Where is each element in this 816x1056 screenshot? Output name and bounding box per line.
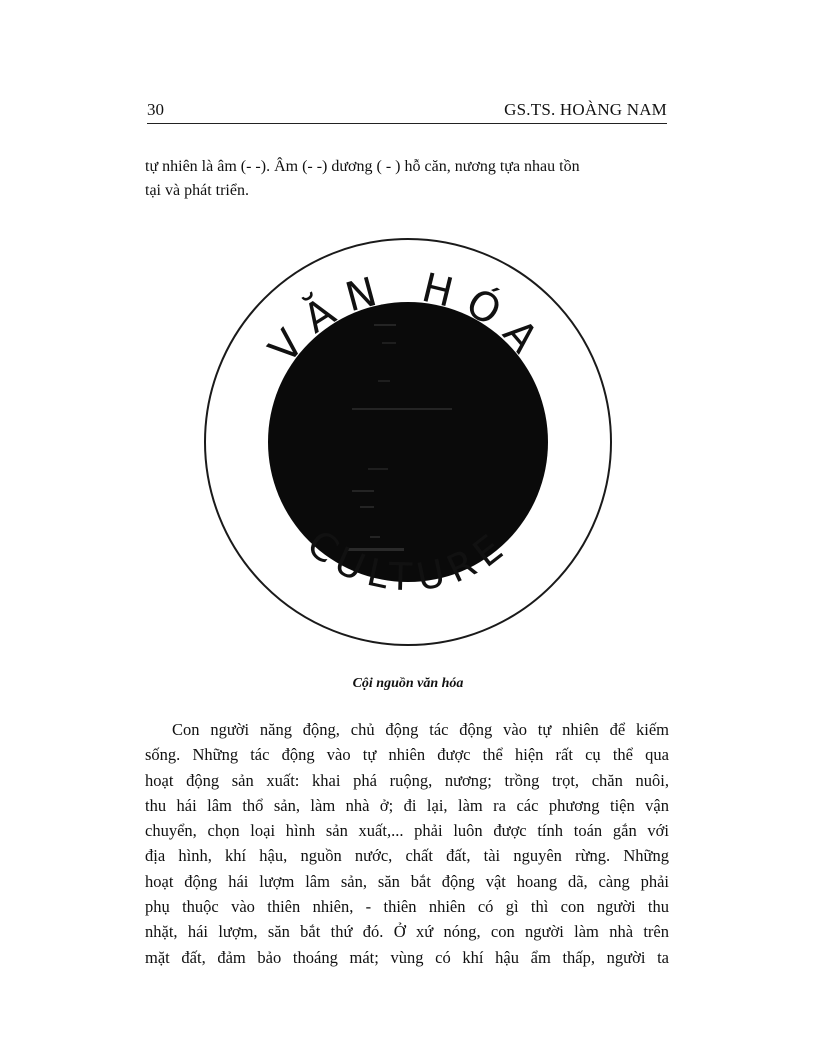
paragraph-line: Con người năng động, chủ động tác động vào tự nhiên để kiếm bbox=[172, 720, 669, 739]
page-number: 30 bbox=[147, 100, 164, 119]
paragraph-line: địa hình, khí hậu, nguồn nước, chất đất, tài nguyên rừng. Những bbox=[145, 846, 669, 866]
page-header bbox=[147, 100, 667, 124]
running-head: GS.TS. HOÀNG NAM bbox=[504, 100, 667, 119]
paragraph-line: phụ thuộc vào thiên nhiên, - thiên nhiên có gì thì con người thu bbox=[145, 897, 669, 917]
culture-emblem-figure bbox=[202, 236, 614, 648]
body-paragraph bbox=[145, 717, 669, 970]
emblem-top-text: VĂN HÓA bbox=[260, 264, 556, 373]
paragraph-line: thu hái lâm thổ sản, làm nhà ở; đi lại, làm ra các phương tiện vận bbox=[145, 795, 669, 815]
paragraph-line: hoạt động sản xuất: khai phá ruộng, nương; trồng trọt, chăn nuôi, bbox=[145, 770, 669, 790]
figure-caption: Cội nguồn văn hóa bbox=[352, 676, 464, 691]
intro-text bbox=[145, 155, 670, 203]
paragraph-line: hoạt động hái lượm lâm sản, săn bắt động vật hoang dã, càng phải bbox=[145, 871, 669, 891]
culture-emblem bbox=[202, 236, 614, 648]
paragraph-line: chuyển, chọn loại hình sản xuất,... phải luôn được tính toán gắn với bbox=[145, 821, 669, 841]
paragraph-line: nhặt, hái lượm, săn bắt thứ đó. Ở xứ nóng, con người làm nhà trên bbox=[145, 922, 669, 942]
paragraph-line: sống. Những tác động vào tự nhiên được thể hiện rất cụ thể qua bbox=[145, 745, 669, 765]
intro-line: tự nhiên là âm (- -). Âm (- -) dương ( - ) hỗ căn, nương tựa nhau tồn bbox=[145, 158, 580, 175]
intro-line: tại và phát triển. bbox=[145, 182, 249, 199]
header-rule bbox=[147, 123, 667, 124]
emblem-bottom-text: CULTURE bbox=[298, 521, 518, 600]
paragraph-line: mặt đất, đảm bảo thoáng mát; vùng có khí hậu ẩm thấp, người ta bbox=[145, 947, 669, 967]
